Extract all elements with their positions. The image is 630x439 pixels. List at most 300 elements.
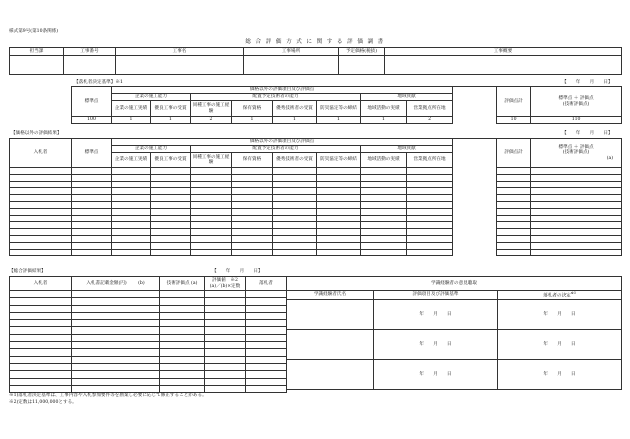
overall-cell[interactable] [10, 356, 72, 363]
overall-row [10, 378, 287, 385]
criteria-value: 2 [407, 117, 453, 124]
overall-cell[interactable] [10, 305, 72, 312]
results-row [10, 201, 622, 208]
overall-cell[interactable] [246, 349, 287, 356]
results-cell[interactable] [361, 195, 407, 202]
results-cell[interactable] [273, 229, 317, 236]
results-cell[interactable] [317, 235, 361, 242]
results-cell[interactable] [232, 235, 273, 242]
results-cell[interactable] [191, 229, 232, 236]
results-cell[interactable] [407, 222, 453, 229]
results-cell[interactable] [112, 201, 151, 208]
overall-bid-mark: (b) [138, 280, 145, 286]
results-cell[interactable] [361, 201, 407, 208]
results-cell [453, 208, 497, 215]
results-cell[interactable] [273, 208, 317, 215]
results-cell[interactable] [361, 208, 407, 215]
results-cell[interactable] [151, 181, 191, 188]
results-cell[interactable] [407, 174, 453, 181]
overall-cell[interactable] [10, 291, 72, 298]
overall-cell[interactable] [246, 298, 287, 305]
results-cell[interactable] [497, 181, 531, 188]
results-cell[interactable] [497, 235, 531, 242]
overall-cell[interactable] [246, 305, 287, 312]
results-cell[interactable] [497, 188, 531, 195]
results-item: 地域活動の実績 [361, 153, 407, 168]
results-cell[interactable] [72, 222, 112, 229]
results-cell[interactable] [273, 168, 317, 175]
overall-cell[interactable] [205, 291, 246, 298]
results-cell[interactable] [317, 229, 361, 236]
results-cell[interactable] [497, 168, 531, 175]
results-cell[interactable] [317, 168, 361, 175]
results-cell[interactable] [232, 181, 273, 188]
overall-cell[interactable] [246, 385, 287, 392]
header-cell[interactable] [385, 56, 622, 75]
results-cell[interactable] [273, 201, 317, 208]
header-cell[interactable] [116, 56, 244, 75]
overall-cell[interactable] [10, 312, 72, 319]
overall-cell[interactable] [205, 320, 246, 327]
overall-cell[interactable] [72, 371, 160, 378]
header-cell[interactable] [244, 56, 339, 75]
results-cell[interactable] [10, 174, 72, 181]
results-cell[interactable] [191, 235, 232, 242]
overall-cell[interactable] [205, 385, 246, 392]
note-1: ※1)落札者決定基準は、工事内容や入札参加要件等を勘案し必要に応じて修正することがある。 [9, 393, 207, 398]
overall-cell[interactable] [160, 356, 205, 363]
overall-row [10, 291, 287, 298]
expert-decision-date[interactable]: 年 月 日 [498, 329, 622, 359]
criteria-item: 防災協定等の締結 [317, 101, 361, 117]
results-cell[interactable] [317, 188, 361, 195]
results-cell[interactable] [72, 235, 112, 242]
results-cell[interactable] [232, 208, 273, 215]
overall-row [10, 305, 287, 312]
results-cell [453, 201, 497, 208]
overall-cell[interactable] [10, 363, 72, 370]
results-cell[interactable] [407, 249, 453, 256]
results-cell[interactable] [112, 181, 151, 188]
results-item: 優良工事の受賞 [151, 153, 191, 168]
results-cell[interactable] [317, 242, 361, 249]
results-cell[interactable] [531, 222, 622, 229]
note-2: ※2)定数は11,000,000とする。 [9, 400, 77, 405]
results-cell[interactable] [112, 215, 151, 222]
expert-decision-date[interactable]: 年 月 日 [498, 299, 622, 329]
results-cell[interactable] [232, 201, 273, 208]
overall-cell[interactable] [72, 298, 160, 305]
results-cell[interactable] [191, 208, 232, 215]
overall-cell[interactable] [160, 291, 205, 298]
overall-cell[interactable] [160, 320, 205, 327]
results-subgroup-region: 地域貢献 [361, 146, 453, 153]
overall-cell[interactable] [205, 298, 246, 305]
overall-cell[interactable] [205, 334, 246, 341]
criteria-value: 100 [72, 117, 112, 124]
results-cell[interactable] [317, 215, 361, 222]
results-cell[interactable] [273, 222, 317, 229]
results-cell[interactable] [407, 188, 453, 195]
results-cell[interactable] [531, 188, 622, 195]
header-col-price: 予定価格(税抜) [339, 48, 385, 56]
overall-cell[interactable] [72, 291, 160, 298]
criteria-sum-sub: (技術評価点) [562, 101, 590, 107]
criteria-subgroup-engineer: 配置予定技術者の能力 [191, 94, 361, 101]
overall-cell[interactable] [246, 356, 287, 363]
overall-cell[interactable] [10, 327, 72, 334]
overall-cell[interactable] [160, 305, 205, 312]
results-cell[interactable] [361, 235, 407, 242]
overall-cell[interactable] [205, 371, 246, 378]
results-cell[interactable] [191, 215, 232, 222]
results-cell[interactable] [151, 242, 191, 249]
results-cell[interactable] [191, 201, 232, 208]
results-cell[interactable] [112, 174, 151, 181]
overall-cell[interactable] [72, 342, 160, 349]
results-cell[interactable] [407, 181, 453, 188]
results-cell[interactable] [497, 222, 531, 229]
results-cell[interactable] [151, 215, 191, 222]
results-cell[interactable] [317, 195, 361, 202]
criteria-item: 地域活動の実績 [361, 101, 407, 117]
results-cell[interactable] [232, 215, 273, 222]
expert-decision-date[interactable]: 年 月 日 [498, 359, 622, 389]
results-cell[interactable] [273, 188, 317, 195]
header-cell[interactable] [10, 56, 64, 75]
expert-name-cell[interactable] [287, 359, 374, 389]
expert-title: 学識経験者の意見聴取 [287, 277, 622, 291]
expert-criteria-date[interactable]: 年 月 日 [374, 359, 498, 389]
results-cell[interactable] [531, 235, 622, 242]
results-cell[interactable] [191, 174, 232, 181]
results-cell[interactable] [407, 195, 453, 202]
results-cell[interactable] [10, 229, 72, 236]
overall-cell[interactable] [10, 385, 72, 392]
section3-date: 【 年 月 日】 [212, 269, 263, 274]
criteria-item: 優秀技術者の受賞 [273, 101, 317, 117]
overall-cell[interactable] [10, 334, 72, 341]
overall-cell[interactable] [205, 356, 246, 363]
expert-criteria-date[interactable]: 年 月 日 [374, 299, 498, 329]
overall-cell[interactable] [160, 363, 205, 370]
overall-cell[interactable] [72, 378, 160, 385]
results-cell[interactable] [151, 201, 191, 208]
results-cell[interactable] [273, 174, 317, 181]
results-cell[interactable] [531, 242, 622, 249]
results-cell[interactable] [191, 222, 232, 229]
overall-row [10, 312, 287, 319]
form-number: 様式第9号(第10条関係) [9, 29, 59, 34]
overall-cell[interactable] [160, 334, 205, 341]
results-cell[interactable] [10, 222, 72, 229]
results-cell[interactable] [232, 168, 273, 175]
results-cell[interactable] [317, 174, 361, 181]
results-cell[interactable] [72, 249, 112, 256]
results-cell[interactable] [361, 181, 407, 188]
results-cell[interactable] [497, 201, 531, 208]
results-cell [453, 249, 497, 256]
results-cell[interactable] [232, 188, 273, 195]
header-cell[interactable] [64, 56, 116, 75]
results-cell[interactable] [317, 222, 361, 229]
results-cell[interactable] [151, 229, 191, 236]
results-cell[interactable] [531, 181, 622, 188]
results-row [10, 235, 622, 242]
criteria-subgroup-company: 企業の施工能力 [112, 94, 191, 101]
results-cell[interactable] [191, 181, 232, 188]
results-subgroup-engineer: 配置予定技術者の能力 [191, 146, 361, 153]
criteria-value: 2 [191, 117, 232, 124]
results-row [10, 168, 622, 175]
overall-cell[interactable] [72, 356, 160, 363]
results-item: 企業の施工実績 [112, 153, 151, 168]
results-cell[interactable] [191, 188, 232, 195]
overall-cell[interactable] [246, 342, 287, 349]
expert-criteria-date[interactable]: 年 月 日 [374, 329, 498, 359]
results-cell[interactable] [232, 242, 273, 249]
overall-cell[interactable] [72, 385, 160, 392]
results-cell[interactable] [232, 249, 273, 256]
overall-cell[interactable] [205, 378, 246, 385]
results-cell[interactable] [10, 235, 72, 242]
results-cell[interactable] [72, 181, 112, 188]
results-cell[interactable] [361, 242, 407, 249]
results-cell[interactable] [191, 195, 232, 202]
overall-body [10, 291, 287, 393]
overall-cell[interactable] [10, 342, 72, 349]
results-cell[interactable] [497, 242, 531, 249]
results-cell[interactable] [72, 208, 112, 215]
criteria-group-title: 価格以外の評価項目及び評価点 [112, 87, 453, 94]
overall-cell[interactable] [160, 312, 205, 319]
results-cell[interactable] [273, 242, 317, 249]
results-cell[interactable] [112, 222, 151, 229]
results-cell[interactable] [273, 181, 317, 188]
results-cell[interactable] [361, 215, 407, 222]
results-cell[interactable] [72, 195, 112, 202]
overall-cell[interactable] [205, 342, 246, 349]
overall-cell[interactable] [160, 298, 205, 305]
results-cell[interactable] [273, 215, 317, 222]
results-cell[interactable] [497, 195, 531, 202]
results-cell[interactable] [72, 168, 112, 175]
results-cell[interactable] [151, 222, 191, 229]
results-cell[interactable] [151, 249, 191, 256]
overall-cell[interactable] [160, 342, 205, 349]
overall-cell[interactable] [205, 305, 246, 312]
overall-cell[interactable] [10, 320, 72, 327]
overall-row [10, 363, 287, 370]
results-cell[interactable] [191, 249, 232, 256]
results-cell[interactable] [497, 229, 531, 236]
results-cell[interactable] [10, 181, 72, 188]
overall-cell[interactable] [160, 385, 205, 392]
results-row [10, 222, 622, 229]
overall-cell[interactable] [72, 327, 160, 334]
results-cell[interactable] [151, 208, 191, 215]
overall-cell[interactable] [246, 371, 287, 378]
results-cell[interactable] [10, 201, 72, 208]
results-cell[interactable] [407, 242, 453, 249]
results-item: 同種工事の施工経験 [191, 153, 232, 168]
results-cell[interactable] [10, 242, 72, 249]
results-cell[interactable] [361, 249, 407, 256]
criteria-value: 1 [112, 117, 151, 124]
results-cell [453, 242, 497, 249]
overall-cell[interactable] [246, 291, 287, 298]
results-cell[interactable] [531, 208, 622, 215]
overall-cell[interactable] [10, 378, 72, 385]
results-cell[interactable] [531, 201, 622, 208]
expert-name-cell[interactable] [287, 329, 374, 359]
section3-heading: 【総合評価結果】 [9, 269, 46, 274]
criteria-eval-total-header: 評価点計 [497, 87, 531, 117]
results-cell[interactable] [407, 168, 453, 175]
results-cell[interactable] [232, 195, 273, 202]
overall-cell[interactable] [72, 334, 160, 341]
results-cell[interactable] [112, 188, 151, 195]
results-cell[interactable] [531, 195, 622, 202]
results-cell[interactable] [317, 208, 361, 215]
overall-cell[interactable] [10, 298, 72, 305]
results-item: 保有資格 [232, 153, 273, 168]
results-row [10, 188, 622, 195]
header-col-summary: 工事概要 [385, 48, 622, 56]
results-cell[interactable] [407, 229, 453, 236]
results-cell[interactable] [112, 249, 151, 256]
results-cell[interactable] [361, 229, 407, 236]
results-cell[interactable] [497, 215, 531, 222]
overall-cell[interactable] [160, 378, 205, 385]
results-cell[interactable] [531, 168, 622, 175]
overall-cell[interactable] [72, 320, 160, 327]
results-cell[interactable] [497, 249, 531, 256]
results-cell[interactable] [531, 174, 622, 181]
results-cell[interactable] [317, 201, 361, 208]
header-col-dept: 担当課 [10, 48, 64, 56]
results-cell[interactable] [531, 229, 622, 236]
results-cell [453, 181, 497, 188]
results-cell[interactable] [112, 195, 151, 202]
overall-cell[interactable] [246, 378, 287, 385]
overall-cell[interactable] [246, 320, 287, 327]
results-cell[interactable] [151, 188, 191, 195]
overall-cell[interactable] [246, 334, 287, 341]
results-cell[interactable] [151, 168, 191, 175]
results-cell[interactable] [232, 229, 273, 236]
overall-row [10, 356, 287, 363]
results-cell[interactable] [72, 242, 112, 249]
results-cell[interactable] [112, 235, 151, 242]
overall-cell[interactable] [205, 312, 246, 319]
results-row [10, 174, 622, 181]
overall-cell[interactable] [205, 349, 246, 356]
results-cell[interactable] [273, 195, 317, 202]
overall-cell[interactable] [160, 371, 205, 378]
overall-cell[interactable] [160, 349, 205, 356]
results-cell[interactable] [232, 174, 273, 181]
results-cell[interactable] [497, 174, 531, 181]
header-col-place: 工事場所 [244, 48, 339, 56]
results-cell[interactable] [273, 235, 317, 242]
results-cell[interactable] [72, 174, 112, 181]
overall-cell[interactable] [160, 327, 205, 334]
results-cell[interactable] [531, 249, 622, 256]
results-cell[interactable] [151, 195, 191, 202]
results-cell[interactable] [407, 215, 453, 222]
results-cell[interactable] [531, 215, 622, 222]
overall-eval-formula: (a)／(b)×定数 [209, 283, 241, 289]
results-cell[interactable] [191, 168, 232, 175]
results-cell[interactable] [361, 174, 407, 181]
results-cell[interactable] [361, 168, 407, 175]
criteria-item: 同種工事の施工経験 [191, 101, 232, 117]
criteria-value: 1 [361, 117, 407, 124]
header-cell[interactable] [339, 56, 385, 75]
results-cell[interactable] [72, 188, 112, 195]
results-sum-mark: (a) [606, 155, 614, 161]
results-cell[interactable] [72, 201, 112, 208]
overall-cell[interactable] [205, 327, 246, 334]
overall-cell[interactable] [205, 363, 246, 370]
results-cell[interactable] [191, 242, 232, 249]
results-cell[interactable] [10, 215, 72, 222]
results-row [10, 215, 622, 222]
results-cell[interactable] [407, 208, 453, 215]
results-cell[interactable] [151, 235, 191, 242]
results-cell[interactable] [317, 249, 361, 256]
results-cell[interactable] [72, 215, 112, 222]
overall-cell[interactable] [72, 363, 160, 370]
overall-row [10, 320, 287, 327]
results-cell [453, 222, 497, 229]
results-cell[interactable] [112, 242, 151, 249]
overall-cell[interactable] [246, 327, 287, 334]
results-cell[interactable] [112, 208, 151, 215]
results-cell[interactable] [317, 181, 361, 188]
overall-cell[interactable] [10, 371, 72, 378]
results-cell[interactable] [407, 235, 453, 242]
overall-cell[interactable] [72, 305, 160, 312]
results-cell[interactable] [10, 168, 72, 175]
overall-row [10, 342, 287, 349]
results-cell[interactable] [407, 201, 453, 208]
results-cell[interactable] [112, 168, 151, 175]
results-cell[interactable] [273, 249, 317, 256]
criteria-subgroup-region: 地域貢献 [361, 94, 453, 101]
results-cell[interactable] [112, 229, 151, 236]
results-cell[interactable] [361, 188, 407, 195]
results-cell[interactable] [10, 188, 72, 195]
header-table [9, 47, 622, 75]
results-cell[interactable] [10, 249, 72, 256]
results-cell[interactable] [497, 208, 531, 215]
overall-cell[interactable] [10, 349, 72, 356]
overall-cell[interactable] [246, 312, 287, 319]
overall-cell[interactable] [246, 363, 287, 370]
results-cell[interactable] [10, 208, 72, 215]
expert-name-cell[interactable] [287, 299, 374, 329]
expert-criteria-header: 評価項目及び評価基準 [374, 291, 498, 300]
results-cell[interactable] [10, 195, 72, 202]
results-cell[interactable] [361, 222, 407, 229]
overall-cell[interactable] [72, 349, 160, 356]
overall-cell[interactable] [72, 312, 160, 319]
results-cell[interactable] [72, 229, 112, 236]
results-cell[interactable] [232, 222, 273, 229]
results-cell[interactable] [151, 174, 191, 181]
